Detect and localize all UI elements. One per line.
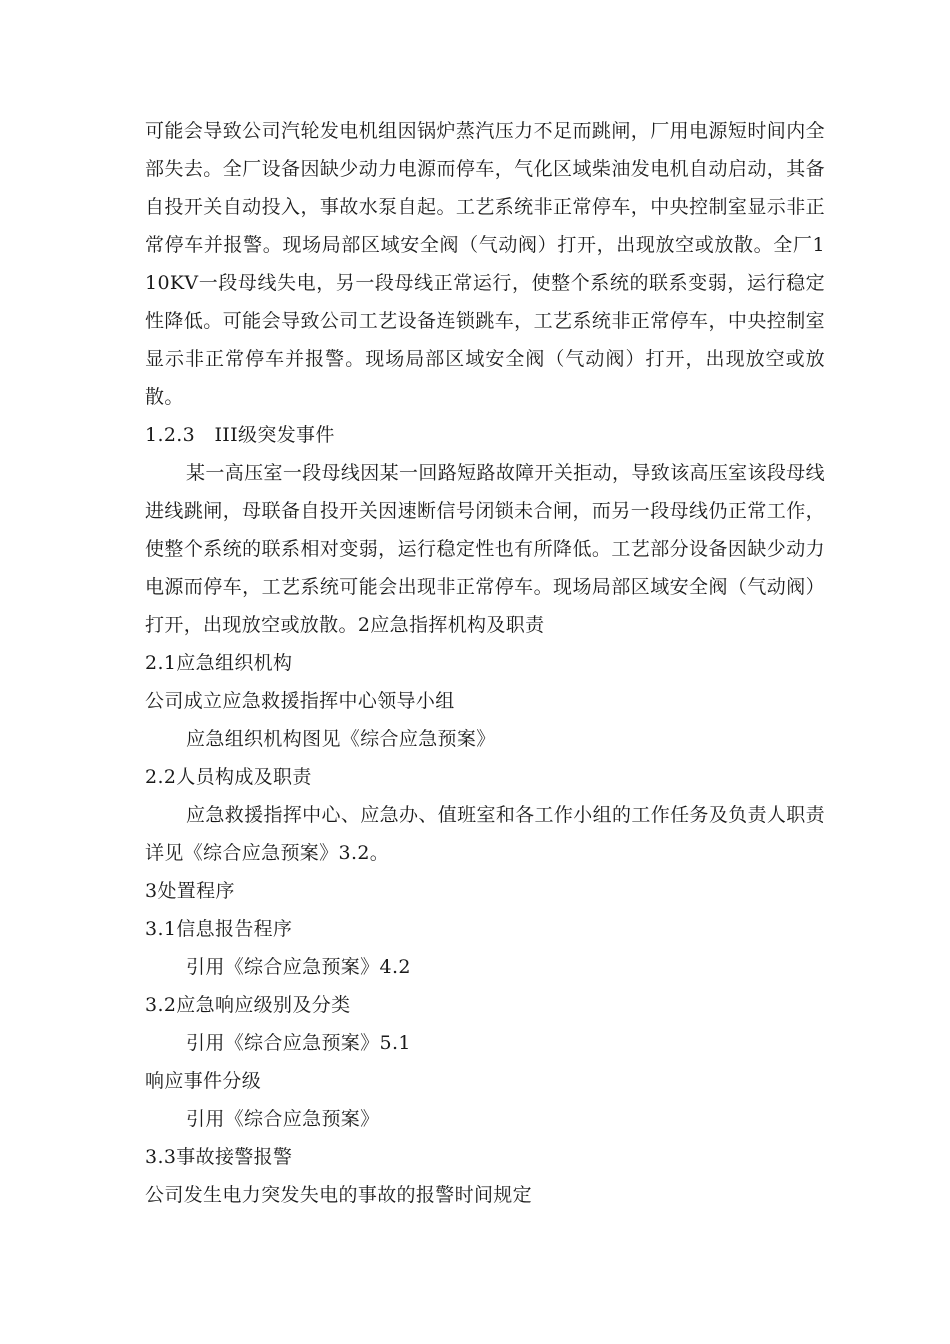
paragraph-alarm-time-rule: 公司发生电力突发失电的事故的报警时间规定 [145,1184,533,1206]
heading-3-2: 3.2应急响应级别及分类 [145,994,351,1016]
reference-plan: 引用《综合应急预案》 [186,1108,380,1130]
paragraph-org-chart-reference: 应急组织机构图见《综合应急预案》 [186,728,496,750]
heading-2-2: 2.2人员构成及职责 [145,766,312,788]
heading-2-1: 2.1应急组织机构 [145,652,293,674]
heading-3: 3处置程序 [145,880,235,902]
paragraph-response-grading: 响应事件分级 [145,1070,262,1092]
document-body [145,112,825,1214]
reference-4-2: 引用《综合应急预案》4.2 [186,956,411,978]
paragraph-leadership-group: 公司成立应急救援指挥中心领导小组 [145,690,455,712]
paragraph-duties: 应急救援指挥中心、应急办、值班室和各工作小组的工作任务及负责人职责详见《综合应急预案》3.2。 [145,804,825,864]
reference-5-1: 引用《综合应急预案》5.1 [186,1032,411,1054]
paragraph-power-loss-consequences: 可能会导致公司汽轮发电机组因锅炉蒸汽压力不足而跳闸，厂用电源短时间内全部失去。全厂设备因缺少动力电源而停车，气化区域柴油发电机自动启动，其备自投开关自动投入，事故水泵自起。工艺系统非正常停车，中央控制室显示非正常停车并报警。现场局部区域安全阀（气动阀）打开，出现放空或放散。全厂110KV一段母线失电，另一段母线正常运行，使整个系统的联系变弱，运行稳定性降低。可能会导致公司工艺设备连锁跳车，工艺系统非正常停车，中央控制室显示非正常停车并报警。现场局部区域安全阀（气动阀）打开，出现放空或放散。 [145,120,825,408]
heading-1-2-3: 1.2.3 III级突发事件 [145,424,335,446]
heading-3-3: 3.3事故接警报警 [145,1146,293,1168]
heading-3-1: 3.1信息报告程序 [145,918,293,940]
paragraph-level-3-event: 某一高压室一段母线因某一回路短路故障开关拒动，导致该高压室该段母线进线跳闸，母联备自投开关因速断信号闭锁未合闸，而另一段母线仍正常工作，使整个系统的联系相对变弱，运行稳定性也有所降低。工艺部分设备因缺少动力电源而停车，工艺系统可能会出现非正常停车。现场局部区域安全阀（气动阀）打开，出现放空或放散。2应急指挥机构及职责 [145,462,825,636]
